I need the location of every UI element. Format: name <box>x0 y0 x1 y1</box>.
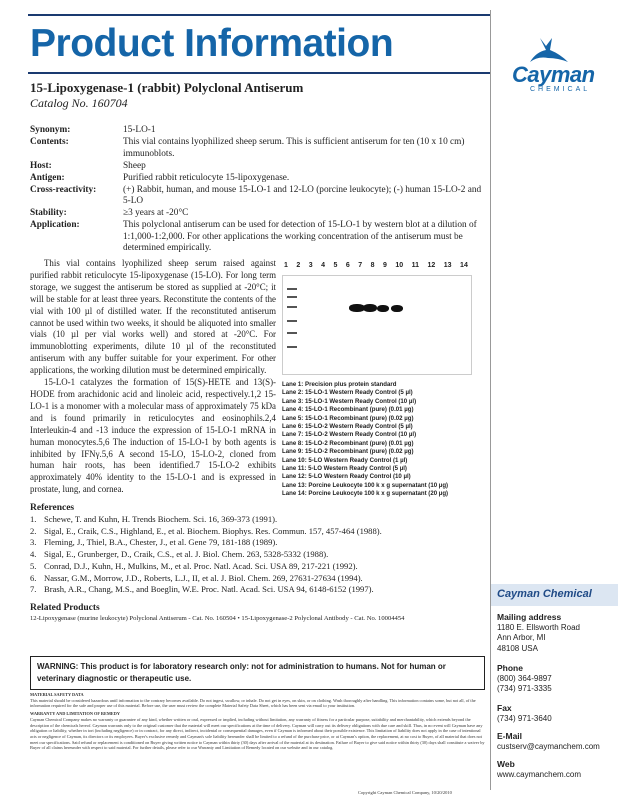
legend-entry: Lane 11: 5-LO Western Ready Control (5 µl) <box>282 465 407 473</box>
msds-heading: MATERIAL SAFETY DATA <box>30 692 84 697</box>
description-paragraph-1: This vial contains lyophilized sheep serum raised against purified rabbit reticulocyte 15-lipoxygenase (15-LO). For long term storage, we suggest the antiserum be stored as supplied at -20°C; it will be stable for at least three years. Reconstitute the contents of the vial with 100 µl of distilled water. If the reconstituted antiserum cannot be used within two weeks, it should be aliquoted into smaller vials (10 µl per vial works well) and stored at -20°C. For immunoblotting experiments, dilute 10 µl of the reconstituted antiserum with any buffer suitable for your experiment. For other applications, the working dilution must be determined empirically. <box>30 258 276 376</box>
email-block <box>497 731 615 752</box>
reference-text: Conrad, D.J., Kuhn, H., Mulkins, M., et al. Proc. Natl. Acad. Sci. USA 89, 217-221 (1992). <box>44 560 358 571</box>
lane-number: 14 <box>460 262 468 269</box>
spec-label: Cross-reactivity: <box>30 184 97 195</box>
ladder-marker <box>287 296 297 298</box>
legend-entry: Lane 5: 15-LO-1 Recombinant (pure) (0.02 µg) <box>282 414 414 422</box>
header-bottom-rule <box>28 72 490 74</box>
warning-box: WARNING: This product is for laboratory research only: not for administration to humans. Not for human or veterinary diagnostic or therapeutic use. <box>30 656 485 690</box>
catalog-number: Catalog No. 160704 <box>30 96 128 110</box>
lane-number: 4 <box>321 262 326 269</box>
description-paragraph-2: 15-LO-1 catalyzes the formation of 15(S)-HETE and 13(S)-HODE from arachidonic acid and linoleic acid, respectively.1,2 15-LO-1 is a monomer with a molecular mass of approximately 75 kDa and is found primarily in reticulocytes and eosinophils.2,4 Interleukin-4 and -13 induce the expression of 15-LO-1 mRNA in human monocytes.5,6 The induction of 15-LO-1 by both agents is inhibited by IFNγ.5,6 A second 15-LO, 15-LO-2, cloned from human hair roots, has been identified.7 15-LO-2 exhibits approximately 40% identity to the 15-LO-1 and is expressed in prostate, lung, and cornea. <box>30 377 276 495</box>
copyright: Copyright Cayman Chemical Company, 10/20/2010 <box>358 790 452 795</box>
spec-row <box>30 208 482 220</box>
header-top-rule <box>28 14 490 16</box>
lane-number: 6 <box>345 262 350 269</box>
western-blot-figure <box>282 262 482 375</box>
blot-band <box>363 304 377 312</box>
reference-text: Brash, A.R., Chang, M.S., and Boeglin, W.E. Proc. Natl. Acad. Sci. USA 94, 6148-6152 (1997). <box>44 584 374 595</box>
description-text <box>30 258 276 496</box>
spec-value: ≥3 years at -20°C <box>123 208 189 218</box>
reference-item <box>30 514 485 526</box>
blot-band <box>391 305 403 312</box>
phone-line[interactable]: (734) 971-3335 <box>497 684 552 693</box>
reference-text: Sigal, E., Craik, C.S., Highland, E., et al. Biochem. Biophys. Res. Commun. 157, 457-464 (1988). <box>44 525 382 536</box>
reference-item <box>30 561 485 573</box>
reference-number: 5. <box>30 560 37 571</box>
spec-table <box>30 125 482 255</box>
lane-number: 2 <box>296 262 301 269</box>
spec-value: 15-LO-1 <box>123 125 156 135</box>
related-products-text: 12-Lipoxygenase (murine leukocyte) Polyclonal Antiserum - Cat. No. 160504 • 15-Lipoxygenase-2 Polyclonal Antibody - Cat. No. 10004454 <box>30 615 405 622</box>
spec-value: Purified rabbit reticulocyte 15-lipoxygenase. <box>123 172 290 183</box>
lane-number: 7 <box>358 262 363 269</box>
reference-text: Schewe, T. and Kuhn, H. Trends Biochem. Sci. 16, 369-373 (1991). <box>44 514 278 524</box>
lane-number: 8 <box>370 262 375 269</box>
spec-row <box>30 185 482 208</box>
lane-number: 11 <box>411 262 420 269</box>
reference-text: Sigal, E., Grunberger, D., Craik, C.S., et al. J. Biol. Chem. 263, 5328-5332 (1988). <box>44 549 329 560</box>
legend-entry: Lane 13: Porcine Leukocyte 100 k x g supernatant (10 µg) <box>282 481 449 489</box>
warranty-text: Cayman Chemical Company makes no warranty or guarantee of any kind, whether written or oral, expressed or implied, including without limitation, any warranty of fitness for a particular purpose, suitability and merchantability, which extends beyond the description of the chemicals hereof. Cayman warrants only to the original customer that the material will meet our specifications at the time of delivery. Cayman will carry out its delivery obligations with due care and skill. Thus, in no event will Cayman have any obligation or liability, whether in tort (including negligence) or in contract, for any direct, indirect, incidental or consequential damages, even if Cayman is informed about their possible existence. This limitation of liability does not apply in the case of intentional acts or negligence of Cayman, its directors or its employees. Buyer's exclusive remedy and Cayman's sole liability hereunder shall be limited to a refund of the purchase price, or at Cayman's option, the replacement, at no cost to Buyer, of all material that does not meet our specifications. Said refund or replacement is conditioned on Buyer giving written notice to Cayman within thirty (30) days after arrival of the material at its destination. Failure of Buyer to give said notice within thirty (30) days shall constitute a waiver by Buyer of all claims hereunder with respect to said material. For further details, please refer to our Warranty and Limitation of Remedy located on our website and in our catalog. <box>30 716 485 751</box>
lane-number: 9 <box>383 262 387 269</box>
msds-text: This material should be considered hazardous until information to the contrary becomes available. Do not ingest, swallow, or inhale. Do not get in eyes, on skin, or on clothing. Wash thoroughly after handling. This information contains some, but not all, of the information required for the safe and proper use of this material. Before use, the user must review the complete Material Safety Data Sheet, which has been sent via email to your institution. <box>30 697 476 709</box>
email-link[interactable]: custserv@caymanchem.com <box>497 741 600 751</box>
related-products-heading: Related Products <box>30 603 100 613</box>
legend-entry: Lane 14: Porcine Leukocyte 100 k x g supernatant (20 µg) <box>282 490 449 498</box>
sidebar-divider <box>490 10 491 790</box>
spec-label: Contents: <box>30 137 69 147</box>
legend-entry: Lane 10: 5-LO Western Ready Control (1 µl) <box>282 456 408 464</box>
legend-entry: Lane 2: 15-LO-1 Western Ready Control (5 µl) <box>282 389 413 397</box>
spec-label: Synonym: <box>30 125 71 135</box>
reference-number: 3. <box>30 537 37 548</box>
ladder-marker <box>287 346 297 348</box>
web-heading: Web <box>497 759 515 769</box>
mailing-address <box>497 612 615 654</box>
spec-row <box>30 137 482 160</box>
ladder-marker <box>287 288 297 290</box>
legend-entry: Lane 12: 5-LO Western Ready Control (10 µl) <box>282 473 411 481</box>
phone-heading: Phone <box>497 663 523 673</box>
spec-value: Sheep <box>123 160 146 171</box>
spec-row <box>30 173 482 185</box>
ladder-marker <box>287 306 297 308</box>
reference-item <box>30 584 485 596</box>
lane-number: 5 <box>333 262 338 269</box>
blot-band <box>377 305 389 312</box>
fax-heading: Fax <box>497 703 512 713</box>
spec-value: (+) Rabbit, human, and mouse 15-LO-1 and 12-LO (porcine leukocyte); (-) human 15-LO-2 and 5-LO <box>123 184 482 206</box>
reference-number: 2. <box>30 525 37 536</box>
lane-number: 1 <box>284 262 288 269</box>
blot-image <box>282 275 472 375</box>
phone-line[interactable]: (800) 364-9897 <box>497 673 552 683</box>
fine-print <box>30 692 485 751</box>
reference-text: Fleming, J., Thiel, B.A., Chester, J., et al. Gene 79, 181-188 (1989). <box>44 537 278 548</box>
reference-text: Nassar, G.M., Morrow, J.D., Roberts, L.J., II, et al. J. Biol. Chem. 269, 27631-27634 (1994). <box>44 572 363 583</box>
legend-entry: Lane 8: 15-LO-2 Recombinant (pure) (0.01 µg) <box>282 439 414 447</box>
reference-item <box>30 573 485 585</box>
logo-wordmark: Cayman <box>512 62 595 87</box>
lane-number: 12 <box>427 262 436 269</box>
spec-label: Antigen: <box>30 172 65 183</box>
spec-row <box>30 161 482 173</box>
spec-row <box>30 125 482 137</box>
legend-entry: Lane 3: 15-LO-1 Western Ready Control (10 µl) <box>282 397 417 405</box>
reference-number: 4. <box>30 549 37 560</box>
fax-line: (734) 971-3640 <box>497 713 552 723</box>
mailing-line: Ann Arbor, MI <box>497 633 546 642</box>
lane-number: 3 <box>308 262 313 269</box>
references-list <box>30 514 485 596</box>
ladder-marker <box>287 332 297 334</box>
lane-number: 13 <box>443 262 452 269</box>
logo-subtitle: CHEMICAL <box>530 86 591 93</box>
legend-entry: Lane 9: 15-LO-2 Recombinant (pure) (0.02 µg) <box>282 448 414 456</box>
web-block <box>497 759 615 780</box>
email-heading: E-Mail <box>497 731 523 741</box>
spec-label: Host: <box>30 160 52 171</box>
spec-row <box>30 220 482 255</box>
page-title: Product Information <box>30 22 394 65</box>
mailing-line: 48108 USA <box>497 643 538 653</box>
phone-block <box>497 663 615 695</box>
reference-item <box>30 526 485 538</box>
spec-label: Application: <box>30 220 80 230</box>
legend-entry: Lane 7: 15-LO-2 Western Ready Control (10 µl) <box>282 431 417 439</box>
mailing-line: 1180 E. Ellsworth Road <box>497 622 581 632</box>
ladder-marker <box>287 320 297 322</box>
reference-item <box>30 537 485 549</box>
contact-banner: Cayman Chemical <box>491 584 618 606</box>
fax-block <box>497 703 615 724</box>
legend-entry: Lane 6: 15-LO-2 Western Ready Control (5 µl) <box>282 423 413 431</box>
legend-entry: Lane 1: Precision plus protein standard <box>282 381 397 388</box>
reference-number: 6. <box>30 572 37 583</box>
reference-item <box>30 549 485 561</box>
spec-value: This polyclonal antiserum can be used for detection of 15-LO-1 by western blot at a dilution of 1:1,000-1:2,000. For other applications the working concentration of the antiserum must be determined empirically. <box>123 220 477 253</box>
spec-value: This vial contains lyophilized sheep serum. This is sufficient antiserum for ten (10 x 10 cm) immunoblots. <box>123 137 465 159</box>
web-link[interactable]: www.caymanchem.com <box>497 769 582 779</box>
spec-label: Stability: <box>30 208 67 218</box>
mailing-heading: Mailing address <box>497 612 562 622</box>
lane-number: 10 <box>395 262 404 269</box>
references-heading: References <box>30 503 75 513</box>
lane-numbers <box>284 262 468 269</box>
reference-number: 1. <box>30 514 37 524</box>
warranty-heading: WARRANTY AND LIMITATION OF REMEDY <box>30 711 120 717</box>
legend-entry: Lane 4: 15-LO-1 Recombinant (pure) (0.01 µg) <box>282 406 414 414</box>
blot-legend <box>282 381 488 499</box>
product-title: 15-Lipoxygenase-1 (rabbit) Polyclonal Antiserum <box>30 80 304 95</box>
reference-number: 7. <box>30 584 37 595</box>
